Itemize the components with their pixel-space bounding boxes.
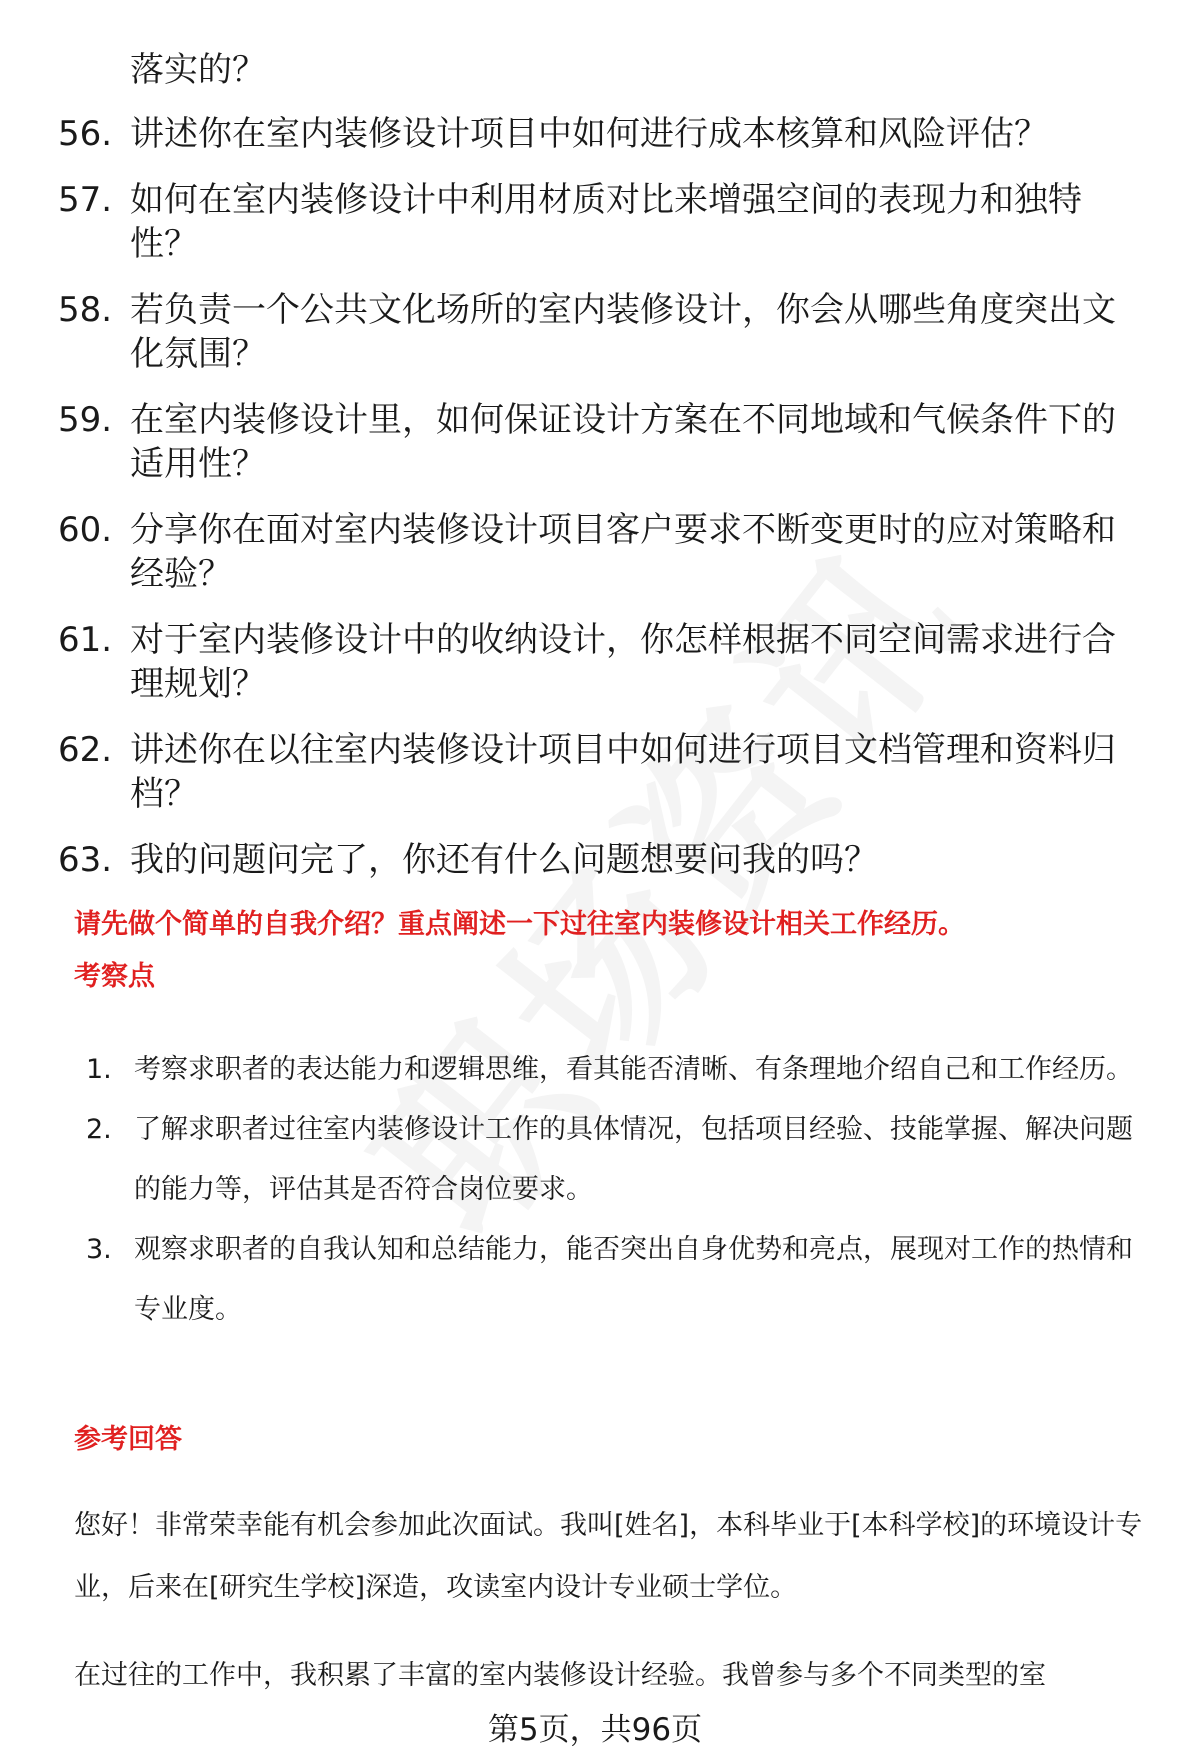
point-item: [80, 1100, 1160, 1220]
question-item: [58, 178, 1148, 266]
question-number: 56.: [58, 114, 113, 154]
point-number: 2.: [86, 1114, 112, 1145]
point-number: 3.: [86, 1234, 112, 1265]
question-item: [58, 398, 1148, 486]
question-item: [58, 112, 1148, 156]
point-text: 考察求职者的表达能力和逻辑思维，看其能否清晰、有条理地介绍自己和工作经历。: [134, 1054, 1133, 1085]
points-heading: 考察点: [74, 961, 155, 992]
question-number: 57.: [58, 180, 113, 220]
question-number: 61.: [58, 620, 113, 660]
question-text: 讲述你在以往室内装修设计项目中如何进行项目文档管理和资料归档？: [130, 730, 1116, 814]
question-number: 62.: [58, 730, 113, 770]
question-item: [58, 508, 1148, 596]
question-text: 对于室内装修设计中的收纳设计，你怎样根据不同空间需求进行合理规划？: [130, 620, 1116, 704]
question-item: [58, 618, 1148, 706]
page-number: 第5页，共96页: [487, 1712, 703, 1748]
point-number: 1.: [86, 1054, 112, 1085]
section-title: 请先做个简单的自我介绍？重点阐述一下过往室内装修设计相关工作经历。: [74, 909, 965, 940]
question-item: [58, 728, 1148, 816]
point-text: 观察求职者的自我认知和总结能力，能否突出自身优势和亮点，展现对工作的热情和专业度。: [134, 1234, 1133, 1325]
point-item: [80, 1220, 1160, 1340]
question-text: 如何在室内装修设计中利用材质对比来增强空间的表现力和独特性？: [130, 180, 1082, 264]
question-item: [58, 838, 1148, 882]
question-text: 在室内装修设计里，如何保证设计方案在不同地域和气候条件下的适用性？: [130, 400, 1116, 484]
answer-paragraph: 您好！非常荣幸能有机会参加此次面试。我叫[姓名]，本科毕业于[本科学校]的环境设计专业，后来在[研究生学校]深造，攻读室内设计专业硕士学位。: [74, 1510, 1143, 1603]
question-number: 63.: [58, 840, 113, 880]
question-number: 58.: [58, 290, 113, 330]
answer-paragraph: 在过往的工作中，我积累了丰富的室内装修设计经验。我曾参与多个不同类型的室: [74, 1660, 1046, 1691]
question-text: 分享你在面对室内装修设计项目客户要求不断变更时的应对策略和经验？: [130, 510, 1116, 594]
point-item: [80, 1040, 1160, 1100]
answer-heading: 参考回答: [74, 1424, 182, 1455]
question-continuation: 落实的？: [130, 50, 266, 90]
question-number: 59.: [58, 400, 113, 440]
question-text: 我的问题问完了，你还有什么问题想要问我的吗？: [130, 840, 878, 880]
question-text: 讲述你在室内装修设计项目中如何进行成本核算和风险评估？: [130, 114, 1048, 154]
question-list: [58, 112, 1148, 904]
question-number: 60.: [58, 510, 113, 550]
points-list: [80, 1040, 1160, 1340]
question-item: [58, 288, 1148, 376]
question-text: 若负责一个公共文化场所的室内装修设计，你会从哪些角度突出文化氛围？: [130, 290, 1116, 374]
point-text: 了解求职者过往室内装修设计工作的具体情况，包括项目经验、技能掌握、解决问题的能力等，评估其是否符合岗位要求。: [134, 1114, 1133, 1205]
